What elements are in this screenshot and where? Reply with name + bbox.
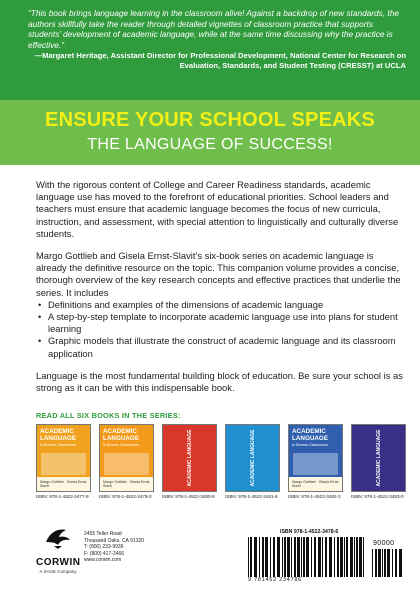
price-barcode-icon <box>372 549 402 577</box>
endorsement-attribution: —Margaret Heritage, Assistant Director for Professional Development, National Center for Research on Evaluation, Standards, and Student Testing (CRESST) at UCLA <box>34 51 406 71</box>
feature-item: • Definitions and examples of the dimensions of academic language <box>36 299 404 311</box>
book-isbn: ISBN: 978-1-4522-3479-3 <box>99 494 152 499</box>
book-cover-title: LANGUAGE <box>103 435 140 442</box>
book-spine-title: ACADEMIC LANGUAGE <box>186 429 193 487</box>
book-isbn: ISBN: 978-1-4522-3483-0 <box>351 494 404 499</box>
book-cover <box>351 424 406 492</box>
book-cover <box>162 424 217 492</box>
book-isbn: ISBN: 978-1-4522-3482-3 <box>288 494 341 499</box>
publisher-logo <box>36 524 80 576</box>
headline-line-2: THE LANGUAGE OF SUCCESS! <box>87 136 333 153</box>
book-cover-title: LANGUAGE <box>292 435 329 442</box>
address-line: 2455 Teller Road <box>84 531 122 537</box>
barcode-isbn: ISBN 978-1-4522-3478-6 <box>280 529 339 535</box>
book-cover-subtitle: in Diverse Classrooms <box>103 443 139 447</box>
address-line: Thousand Oaks, CA 91320 <box>84 537 145 544</box>
series-book-3 <box>162 424 217 499</box>
feature-item: • Graphic models that illustrate the construct of academic language and its classroom application <box>36 335 404 359</box>
book-isbn: ISBN: 978-1-4522-3477-9 <box>36 494 89 499</box>
book-cover-authors: Margo Gottlieb · Gisela Ernst-Slavit <box>103 480 151 488</box>
book-cover-title: ACADEMIC <box>40 428 74 435</box>
description-paragraph-2: Margo Gottlieb and Gisela Ernst-Slavit’s six-book series on academic language is already the definitive resource on the topic. This companion volume provides a concise, thorough overview of the key research concepts and effective practices that underlie the series. It includes <box>36 250 401 298</box>
book-cover <box>36 424 91 492</box>
book-cover <box>288 424 343 492</box>
description-paragraph-3: Language is the most fundamental building block of education. Be sure your school is as strong as it can be with this indispensable book. <box>36 369 403 394</box>
series-book-5 <box>288 424 343 499</box>
address-line: T: (800) 233-9936 <box>84 544 124 551</box>
barcode-block <box>248 529 406 589</box>
publisher-tagline: A SAGE Company <box>39 569 77 574</box>
series-books <box>36 424 412 504</box>
barcode-number: 9 781452 234786 <box>248 577 302 583</box>
publisher-address <box>84 531 144 564</box>
feature-list <box>36 299 404 360</box>
book-cover-photo <box>293 453 338 475</box>
book-isbn: ISBN: 978-1-4522-3481-6 <box>225 494 278 499</box>
series-book-6 <box>351 424 406 499</box>
footer <box>0 520 420 600</box>
series-book-1 <box>36 424 91 499</box>
description-paragraph-1: With the rigorous content of College and Career Readiness standards, academic language use has moved to the forefront of educational priorities. School leaders and teachers must ensure that academic language becomes the focus of new curricula, instruction, and assessment, with special attention to linguistically and culturally diverse students. <box>36 179 399 239</box>
barcode-icon <box>248 537 368 577</box>
book-cover <box>225 424 280 492</box>
book-cover-subtitle: in Diverse Classrooms <box>292 443 328 447</box>
series-book-4 <box>225 424 280 499</box>
book-isbn: ISBN: 978-1-4522-3480-9 <box>162 494 215 499</box>
address-line: F: (800) 417-2466 <box>84 550 125 557</box>
feature-item: • A step-by-step template to incorporate academic language use into plans for student learning <box>36 311 404 335</box>
endorsement-quote: “This book brings language learning in the classroom alive! Against a backdrop of new standards, the authors skillfully take the reader through detailed vignettes of classroom practice that supports students’ development of academic language, while at the same time discussing why the practice is effective.” <box>28 8 399 50</box>
book-cover-title: ACADEMIC <box>292 428 326 435</box>
book-spine-title: ACADEMIC LANGUAGE <box>375 429 382 487</box>
book-cover-authors: Margo Gottlieb · Gisela Ernst-Slavit <box>292 480 340 488</box>
headline-band <box>0 100 420 165</box>
book-cover <box>99 424 154 492</box>
book-cover-authors: Margo Gottlieb · Gisela Ernst-Slavit <box>40 480 88 488</box>
book-spine-title: ACADEMIC LANGUAGE <box>249 429 256 487</box>
price-code: 90000 <box>373 540 395 547</box>
series-book-2 <box>99 424 154 499</box>
book-cover-subtitle: in Diverse Classrooms <box>40 443 76 447</box>
quote-band <box>0 0 420 100</box>
book-cover-photo <box>104 453 149 475</box>
headline-line-1: ENSURE YOUR SCHOOL SPEAKS <box>45 109 375 131</box>
series-label: READ ALL SIX BOOKS IN THE SERIES: <box>36 411 181 420</box>
publisher-url: www.corwin.com <box>84 557 122 564</box>
book-cover-title: ACADEMIC <box>103 428 137 435</box>
book-cover-photo <box>41 453 86 475</box>
book-cover-title: LANGUAGE <box>40 435 77 442</box>
bird-logo-icon <box>44 524 72 550</box>
publisher-name: CORWIN <box>36 557 81 568</box>
